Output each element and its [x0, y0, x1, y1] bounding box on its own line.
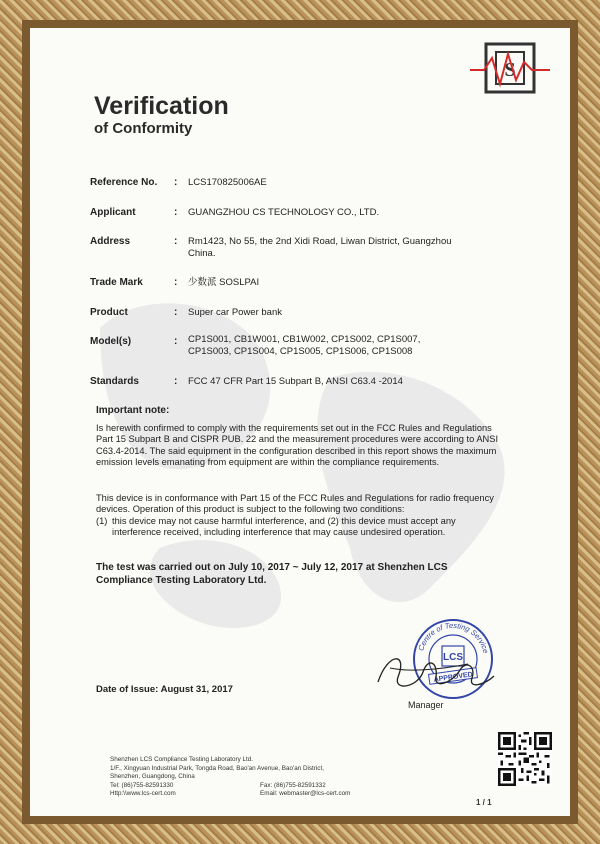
product-label: Product — [90, 307, 128, 318]
test-period: The test was carried out on July 10, 2017 ~ July 12, 2017 at Shenzhen LCS Compliance Testing Laboratory Ltd. — [96, 562, 448, 586]
condition-text: this device may not cause harmful interference, and (2) this device must accept any interference received, including interference that may cause undesired operation. — [112, 515, 456, 537]
certificate-subtitle: of Conformity — [94, 120, 193, 137]
condition-number: (1) — [96, 515, 108, 526]
footer-address-line2: Shenzhen, Guangdong, China — [110, 773, 195, 781]
standards-label: Standards — [90, 376, 139, 387]
manager-signature — [368, 632, 498, 706]
models-label: Model(s) — [90, 336, 132, 347]
address-value: Rm1423, No 55, the 2nd Xidi Road, Liwan District, Guangzhou China. — [188, 236, 452, 259]
product-value: Super car Power bank — [188, 307, 282, 318]
colon: : — [174, 376, 178, 387]
footer-company: Shenzhen LCS Compliance Testing Laboratory Ltd. — [110, 756, 254, 763]
conditions-list — [96, 516, 506, 539]
colon: : — [174, 177, 178, 188]
seal-ring-text: Centre of Testing Service — [416, 620, 491, 655]
certificate-title: Verification — [94, 92, 229, 120]
footer-web-row — [110, 790, 410, 799]
colon: : — [174, 277, 178, 288]
important-note-heading: Important note: — [96, 405, 170, 416]
certificate-page — [30, 28, 570, 816]
manager-label: Manager — [408, 700, 444, 710]
seal-letters: LCS — [443, 652, 463, 663]
reference-label: Reference No. — [90, 177, 158, 188]
colon: : — [174, 336, 178, 347]
footer-email: Email: webmaster@lcs-cert.com — [260, 790, 351, 798]
page-number: 1 / 1 — [476, 798, 492, 807]
footer-tel: Tel: (86)755-82591330 — [110, 781, 174, 789]
lcs-logo — [470, 40, 550, 96]
footer-fax: Fax: (86)755-82591332 — [260, 781, 326, 789]
seal-approved-text: APPROVED — [433, 671, 474, 684]
compliance-paragraph: Is herewith confirmed to comply with the requirements set out in the FCC Rules and Regulations Part 15 Subpart B and CISPR PUB. 22 and the measurement procedures were according to ANSI C63.4-2014. The said equipment in the configuration described in this report shows the maximum emission levels emanating from equipment are within the compliance requirements. — [96, 423, 499, 467]
footer-address-line1: 1/F., Xingyuan Industrial Park, Tongda Road, Bao'an Avenue, Bao'an District, — [110, 764, 324, 772]
address-label: Address — [90, 236, 131, 247]
colon: : — [174, 207, 178, 218]
footer-contact — [110, 756, 410, 799]
fcc-conditions-paragraph — [96, 493, 506, 538]
qr-code — [498, 732, 552, 786]
trademark-value: 少数派 SOSLPAI — [188, 277, 260, 288]
trademark-label: Trade Mark — [90, 277, 143, 288]
applicant-value: GUANGZHOU CS TECHNOLOGY CO., LTD. — [188, 207, 380, 218]
condition-item — [96, 516, 506, 539]
applicant-label: Applicant — [90, 207, 136, 218]
colon: : — [174, 307, 178, 318]
footer-phone-row — [110, 782, 410, 791]
colon: : — [174, 236, 178, 247]
fcc-conditions-intro: This device is in conformance with Part 15 of the FCC Rules and Regulations for radio frequency devices. Operation of this product is subject to the following two conditions: — [96, 493, 494, 515]
date-of-issue: Date of Issue: August 31, 2017 — [96, 684, 233, 695]
footer-website: Http:\\www.lcs-cert.com — [110, 790, 176, 798]
standards-value: FCC 47 CFR Part 15 Subpart B, ANSI C63.4 -2014 — [188, 376, 403, 387]
models-value: CP1S001, CB1W001, CB1W002, CP1S002, CP1S007, CP1S003, CP1S004, CP1S005, CP1S006, CP1S008 — [188, 334, 421, 357]
reference-value: LCS170825006AE — [188, 177, 267, 188]
svg-text:S: S — [504, 59, 516, 81]
